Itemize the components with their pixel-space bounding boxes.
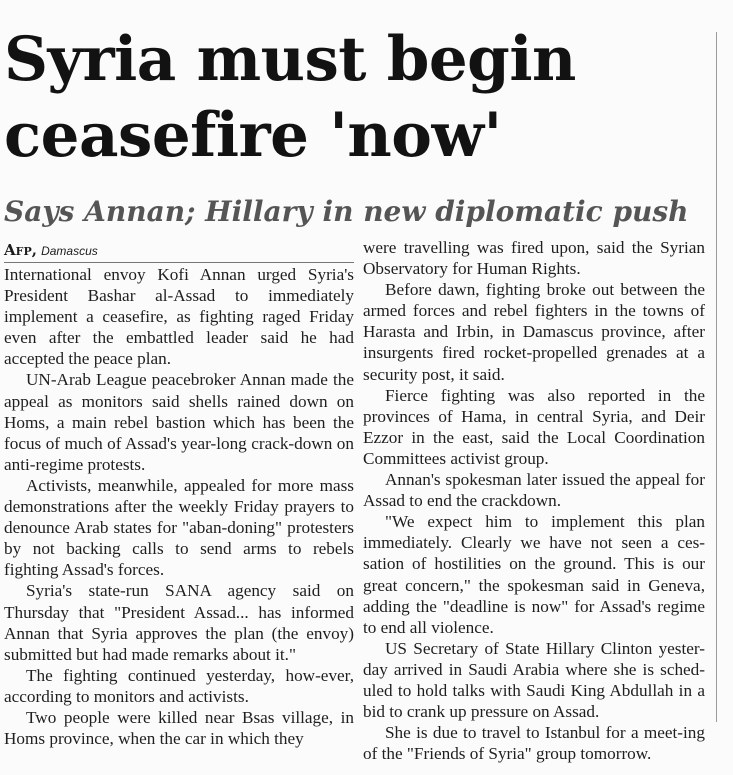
paragraph: Activists, meanwhile, appealed for more mass demonstrations after the weekly Friday prayers to denounce Arab states for "aban-doning" protesters by not backing calls to send arms to rebels fighting Assad's forces. [4, 475, 354, 580]
paragraph: Fierce fighting was also reported in the provinces of Hama, in central Syria, and Deir Ezzor in the east, said the Local Coordination Committees activist group. [363, 385, 705, 468]
headline-line-2: ceasefire 'now' [4, 100, 502, 171]
paragraph: were travelling was fired upon, said the Syrian Observatory for Human Rights. [363, 238, 705, 279]
article-column-left [4, 264, 354, 749]
subheadline: Says Annan; Hillary in new diplomatic push [4, 195, 689, 228]
headline [4, 22, 714, 174]
paragraph: Two people were killed near Bsas village, in Homs province, when the car in which they [4, 707, 354, 749]
byline-agency: Afp, [4, 241, 37, 259]
paragraph: US Secretary of State Hillary Clinton yester-day arrived in Saudi Arabia where she is sched-uled to hold talks with Saudi King Abdullah in a bid to crank up pressure on Assad. [363, 638, 705, 722]
paragraph: UN-Arab League peacebroker Annan made the appeal as monitors said shells rained down on Homs, a main rebel bastion which has been the focus of much of Assad's year-long crack-down on anti-regime protests. [4, 370, 354, 474]
byline [4, 240, 98, 262]
column-divider-rule [716, 32, 717, 722]
byline-rule [4, 262, 354, 263]
paragraph: Syria's state-run SANA agency said on Thursday that "President Assad... has informed Annan that Syria approves the plan (the envoy) submitted but had made remarks about it." [4, 581, 354, 664]
headline-line-1: Syria must begin [4, 24, 576, 95]
paragraph: Annan's spokesman later issued the appeal for Assad to end the crackdown. [363, 470, 705, 511]
byline-dateline: Damascus [41, 244, 98, 258]
paragraph: She is due to travel to Istanbul for a meet-ing of the "Friends of Syria" group tomorrow. [363, 723, 705, 764]
paragraph: "We expect him to implement this plan immediately. Clearly we have not seen a ces-sation of hostilities on the ground. This is our great concern," the spokesman said in Geneva, adding the "deadline is now" for Assad's regime to end all violence. [363, 512, 705, 637]
paragraph: Before dawn, fighting broke out between the armed forces and rebel fighters in the towns of Harasta and Irbin, in Damascus province, after insurgents fired rocket-propelled grenades at a security post, it said. [363, 280, 705, 384]
article-column-right [363, 237, 705, 764]
paragraph: International envoy Kofi Annan urged Syria's President Bashar al-Assad to immediately implement a ceasefire, as fighting raged Friday even after the embattled leader said he had accepted the peace plan. [4, 265, 354, 369]
paragraph: The fighting continued yesterday, how-ever, according to monitors and activists. [4, 665, 354, 706]
